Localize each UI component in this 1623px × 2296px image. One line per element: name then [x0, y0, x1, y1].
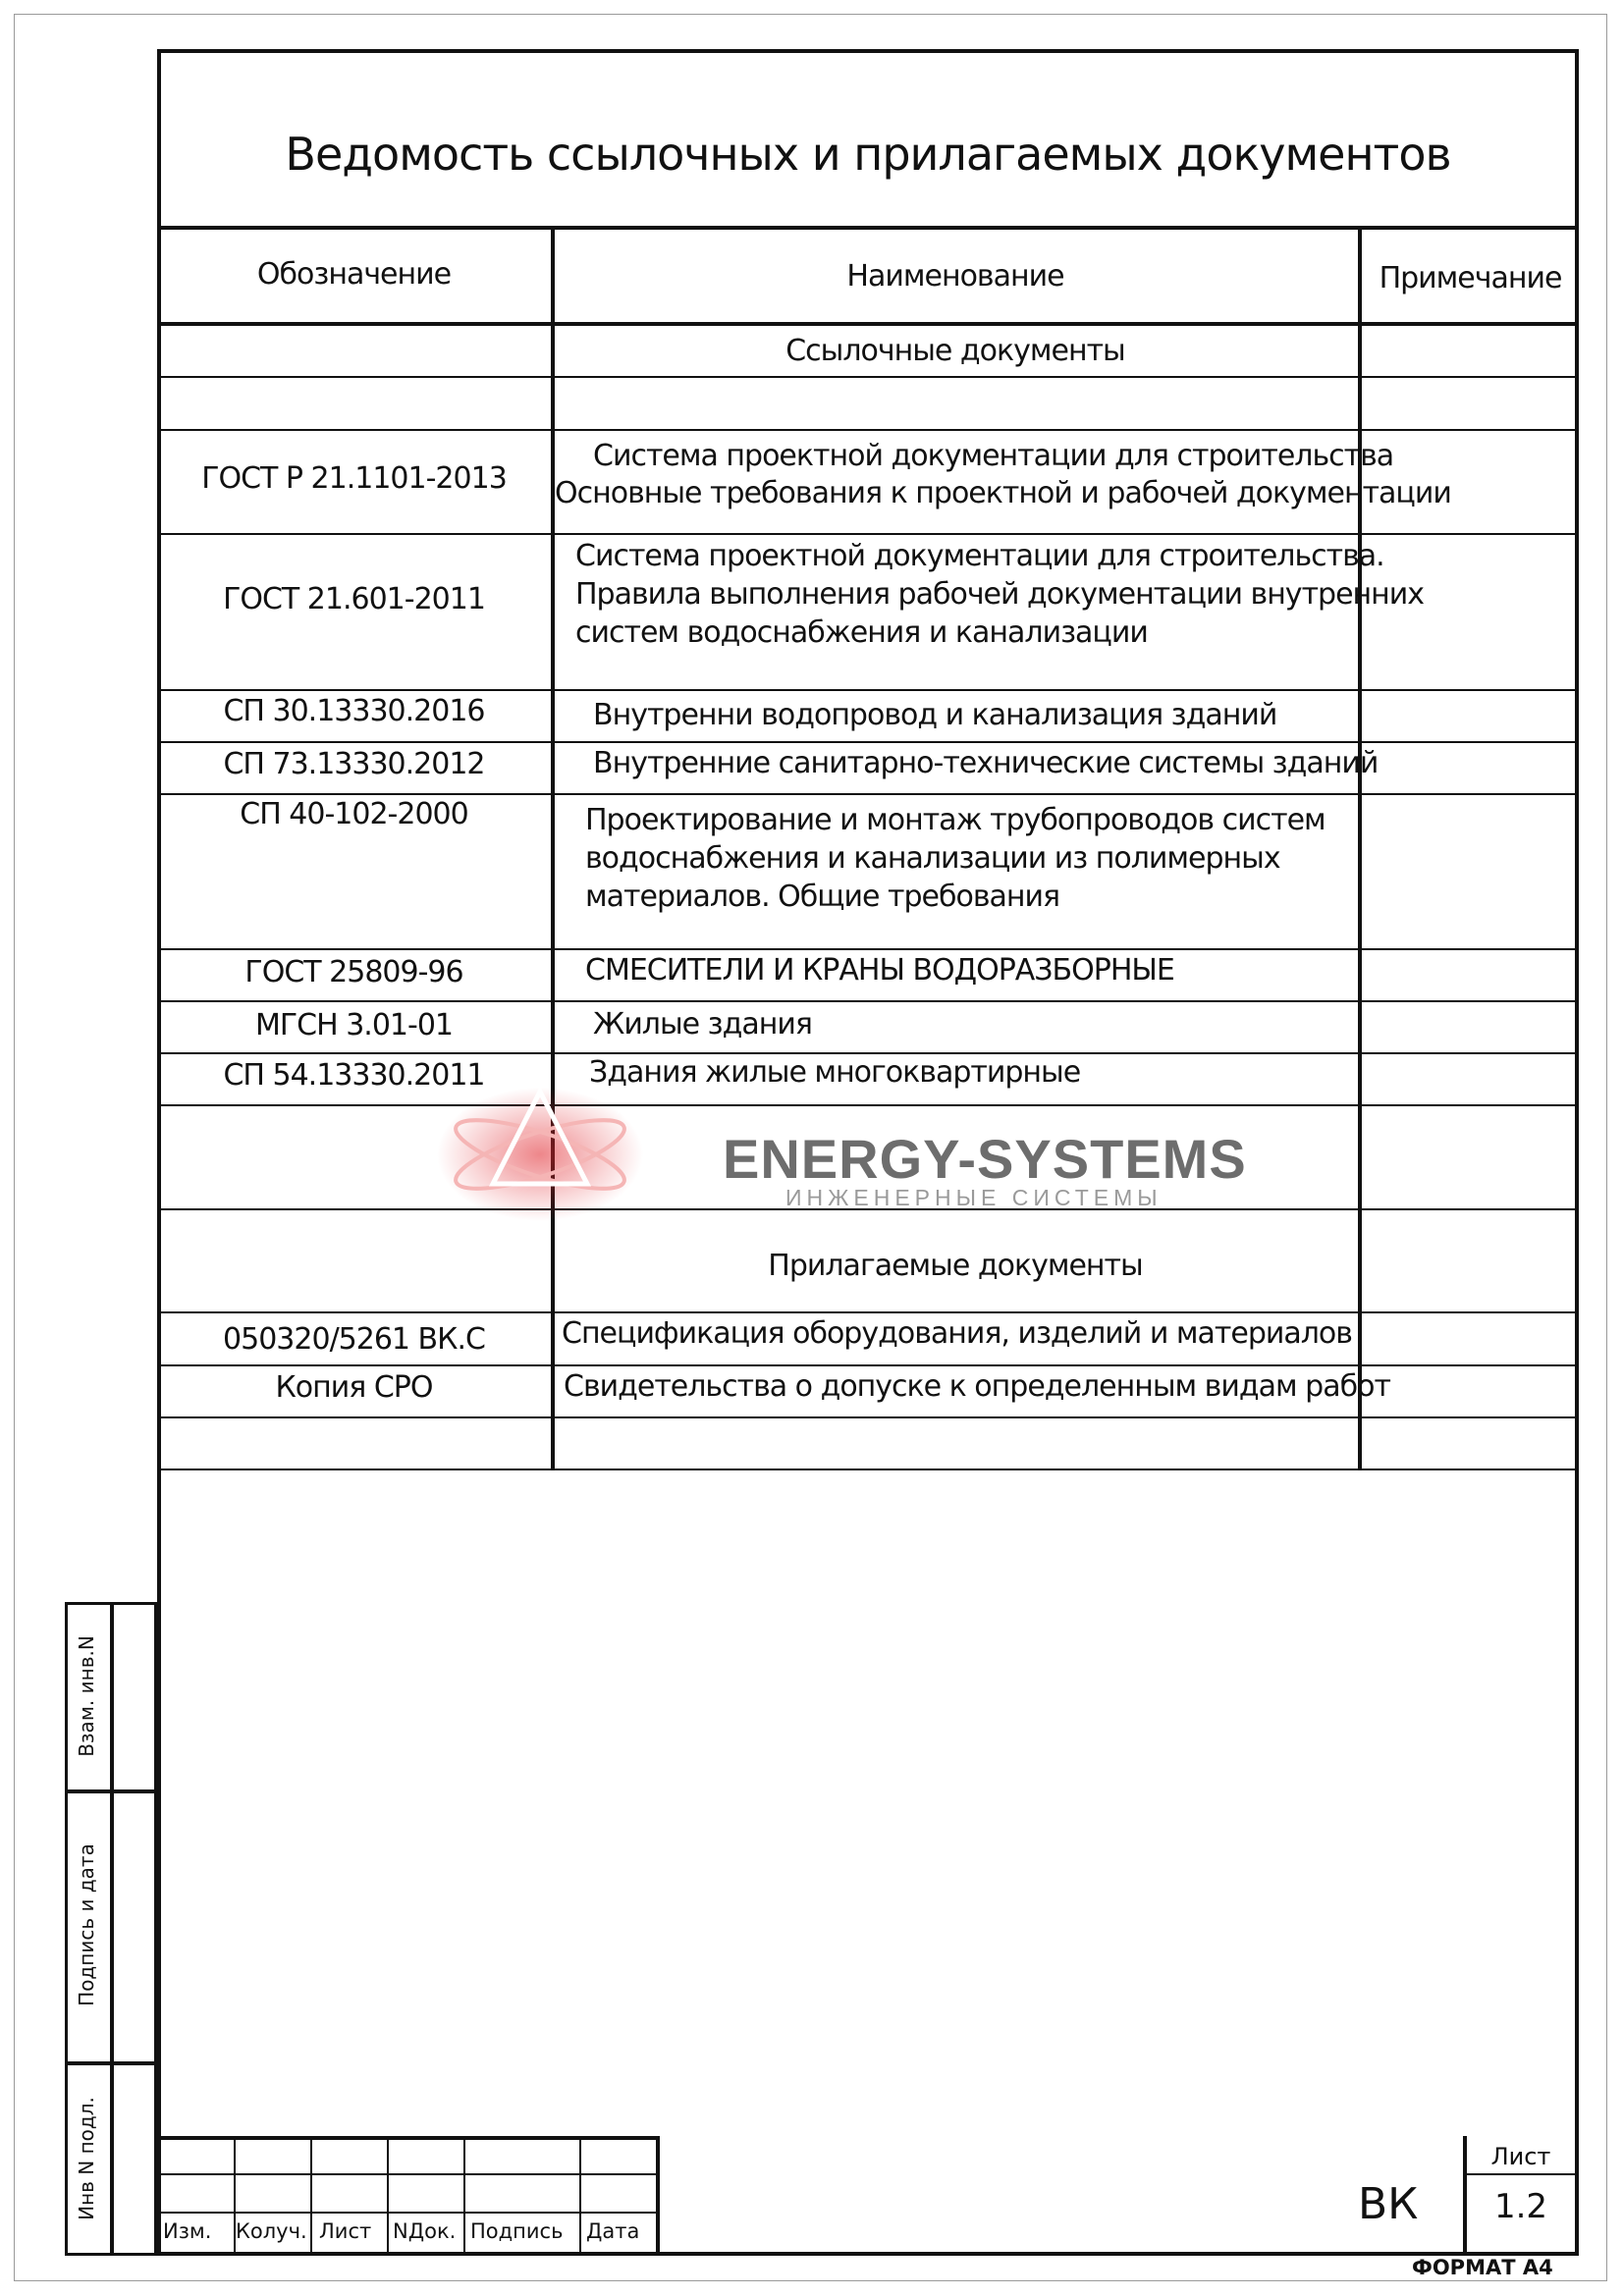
side-label-inv-replace: Взам. инв.N — [75, 1635, 98, 1757]
row-code: ГОСТ 21.601-2011 — [223, 582, 485, 616]
title-block-col-rule — [387, 2136, 389, 2256]
header-bottom-rule — [157, 322, 1579, 326]
row-code: СП 54.13330.2011 — [223, 1058, 485, 1093]
row-name-line: Правила выполнения рабочей документации внутренних — [575, 577, 1425, 612]
row-name-line: Внутренни водопровод и канализация зданий — [593, 698, 1277, 732]
title-block-row-rule — [157, 2173, 658, 2175]
row-rule — [157, 1311, 1579, 1313]
title-block-top-rule — [157, 2136, 658, 2140]
row-code: СП 40-102-2000 — [240, 797, 468, 831]
row-name-line: СМЕСИТЕЛИ И КРАНЫ ВОДОРАЗБОРНЫЕ — [585, 953, 1174, 988]
sheet-box-rule — [1463, 2173, 1579, 2175]
row-rule — [157, 948, 1579, 950]
row-name-line: Система проектной документации для строительства. — [575, 539, 1384, 573]
row-code: ГОСТ 25809-96 — [244, 955, 463, 989]
row-name-line: Основные требования к проектной и рабочей документации — [555, 476, 1451, 510]
header-note: Примечание — [1379, 261, 1562, 295]
row-rule — [157, 1416, 1579, 1418]
side-label-sign-date: Подпись и дата — [75, 1843, 98, 2006]
sheet-number: 1.2 — [1493, 2187, 1548, 2226]
row-name-line: Здания жилые многоквартирные — [589, 1055, 1081, 1090]
row-name-line: материалов. Общие требования — [585, 880, 1060, 914]
row-rule — [157, 429, 1579, 431]
watermark-name: ENERGY-SYSTEMS — [723, 1128, 1247, 1190]
row-rule — [157, 1000, 1579, 1002]
side-stamp-divider — [110, 1602, 114, 2256]
row-code: СП 73.13330.2012 — [223, 747, 485, 781]
row-rule — [157, 376, 1579, 378]
row-name-line: Система проектной документации для строительства — [593, 439, 1394, 473]
title-block-col-rule — [310, 2136, 312, 2256]
row-name-line: Жилые здания — [593, 1007, 812, 1041]
column-divider-1 — [551, 226, 555, 1470]
section-attached-documents: Прилагаемые документы — [768, 1249, 1143, 1283]
row-code: МГСН 3.01-01 — [254, 1008, 454, 1042]
stamp-col-sheet: Лист — [319, 2219, 372, 2243]
logo-glow — [437, 1088, 643, 1221]
header-name: Наименование — [846, 259, 1064, 294]
title-block-main-divider — [656, 2136, 660, 2256]
document-code: ВК — [1358, 2179, 1419, 2229]
row-rule — [157, 533, 1579, 535]
row-rule — [157, 1364, 1579, 1366]
table-top-rule — [157, 226, 1579, 230]
row-name-line: Спецификация оборудования, изделий и материалов — [562, 1316, 1352, 1351]
row-rule — [157, 741, 1579, 743]
stamp-col-signature: Подпись — [470, 2219, 564, 2243]
row-name-line: Свидетельства о допуске к определенным видам работ — [564, 1369, 1390, 1404]
header-designation: Обозначение — [256, 257, 452, 292]
row-rule — [157, 793, 1579, 795]
title-block-col-rule — [579, 2136, 581, 2256]
watermark-subtitle: ИНЖЕНЕРНЫЕ СИСТЕМЫ — [785, 1185, 1163, 1210]
section-referenced-documents: Ссылочные документы — [785, 334, 1125, 368]
row-code: Копия СРО — [275, 1370, 433, 1405]
row-code: СП 30.13330.2016 — [223, 694, 485, 728]
stamp-col-quantity: Колуч. — [236, 2219, 307, 2243]
column-divider-2 — [1358, 226, 1362, 1470]
row-name-line: систем водоснабжения и канализации — [575, 615, 1148, 650]
row-name-line: Внутренние санитарно-технические системы зданий — [593, 746, 1379, 780]
row-name-line: Проектирование и монтаж трубопроводов систем — [585, 803, 1325, 837]
document-title: Ведомость ссылочных и прилагаемых документов — [285, 128, 1451, 181]
stamp-col-date: Дата — [586, 2219, 640, 2243]
row-code: ГОСТ Р 21.1101-2013 — [201, 461, 507, 496]
title-block-row-rule — [157, 2212, 658, 2214]
table-bottom-rule — [157, 1468, 1579, 1470]
stamp-col-doc-number: NДок. — [393, 2219, 457, 2243]
row-rule — [157, 689, 1579, 691]
title-block-col-rule — [463, 2136, 465, 2256]
stamp-col-change: Изм. — [163, 2219, 212, 2243]
watermark-logo — [432, 1078, 648, 1225]
format-label: ФОРМАТ А4 — [1412, 2256, 1553, 2279]
side-label-inv-original: Инв N подл. — [75, 2097, 98, 2220]
row-code: 050320/5261 ВК.С — [223, 1322, 485, 1357]
row-rule — [157, 1104, 1579, 1106]
sheet-label: Лист — [1490, 2143, 1551, 2170]
row-name-line: водоснабжения и канализации из полимерных — [585, 841, 1280, 876]
